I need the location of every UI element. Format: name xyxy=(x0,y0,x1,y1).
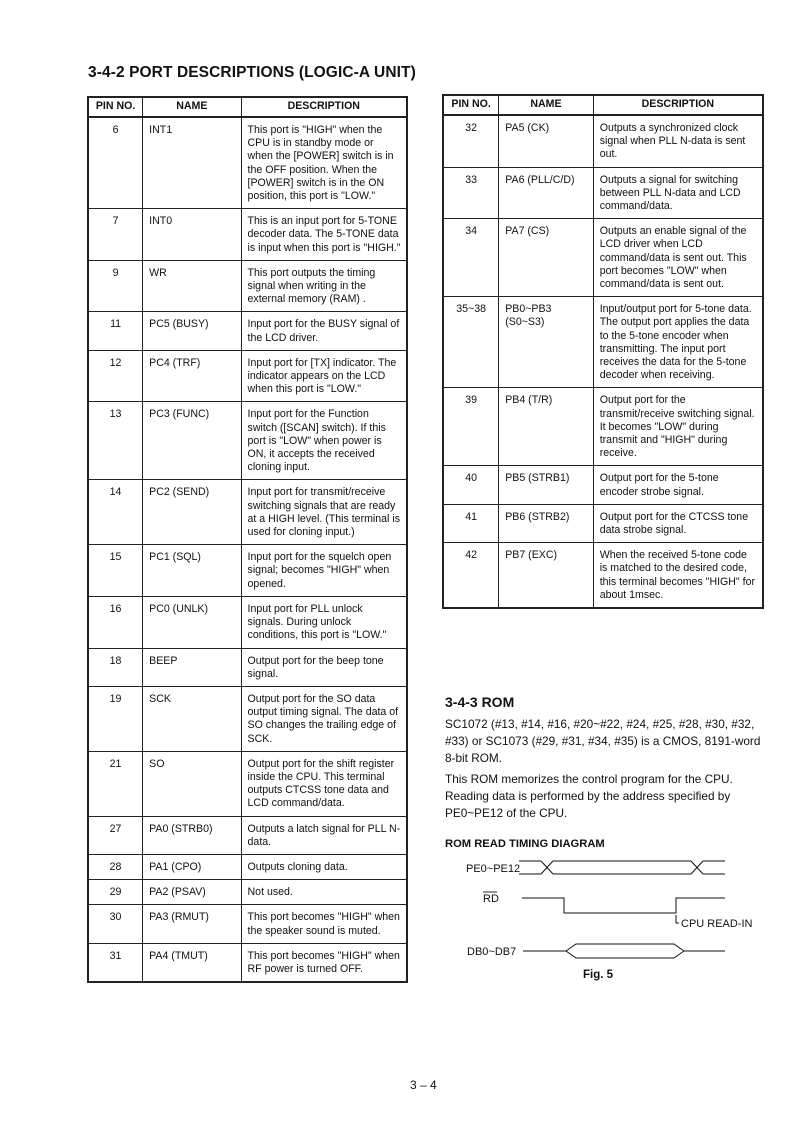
table-row xyxy=(88,350,407,402)
description-cell: Outputs a latch signal for PLL N-data. xyxy=(241,816,407,854)
table-row xyxy=(88,648,407,686)
description-cell: Output port for the CTCSS tone data strobe signal. xyxy=(593,504,763,542)
name-cell: PC1 (SQL) xyxy=(143,545,241,597)
description-cell: This is an input port for 5-TONE decoder data. The 5-TONE data is input when this port is "HIGH." xyxy=(241,209,407,261)
table-row xyxy=(443,543,763,608)
table-header-row xyxy=(88,97,407,117)
header-pin: PIN NO. xyxy=(88,97,143,117)
table-header-row xyxy=(443,95,763,115)
rom-paragraph-2: This ROM memorizes the control program for the CPU. Reading data is performed by the address specified by PE0~PE12 of the CPU. xyxy=(445,772,733,820)
figure-caption: Fig. 5 xyxy=(583,969,614,981)
data-waveform xyxy=(523,944,725,958)
name-cell: PB7 (EXC) xyxy=(499,543,593,608)
pin-cell: 27 xyxy=(88,816,143,854)
description-cell: This port becomes "HIGH" when RF power is turned OFF. xyxy=(241,943,407,982)
header-description: DESCRIPTION xyxy=(593,95,763,115)
description-cell: Input port for the Function switch ([SCAN] switch). If this port is "LOW" when power is ON, it accepts the received cloning input. xyxy=(241,402,407,480)
rom-heading: 3-4-3 ROM xyxy=(445,694,515,710)
name-cell: SO xyxy=(143,751,241,816)
table-row xyxy=(88,312,407,350)
table-row xyxy=(443,504,763,542)
pin-cell: 9 xyxy=(88,260,143,312)
description-cell: Output port for the beep tone signal. xyxy=(241,648,407,686)
name-cell: WR xyxy=(143,260,241,312)
description-cell: Input port for the squelch open signal; becomes "HIGH" when opened. xyxy=(241,545,407,597)
pin-cell: 41 xyxy=(443,504,499,542)
table-row xyxy=(88,209,407,261)
pin-cell: 6 xyxy=(88,117,143,209)
description-cell: Input port for PLL unlock signals. During unlock conditions, this port is "LOW." xyxy=(241,596,407,648)
section-title: 3-4-2 PORT DESCRIPTIONS (LOGIC-A UNIT) xyxy=(88,64,416,81)
table-row xyxy=(443,388,763,466)
pin-cell: 32 xyxy=(443,115,499,167)
description-cell: Output port for the transmit/receive switching signal. It becomes "LOW" during transmit and "HIGH" during receive. xyxy=(593,388,763,466)
pin-cell: 11 xyxy=(88,312,143,350)
pin-cell: 15 xyxy=(88,545,143,597)
name-cell: PA2 (PSAV) xyxy=(143,880,241,905)
description-cell: Input/output port for 5-tone data. The output port applies the data to the 5-tone encoder when transmitting. The input port receives the data for the 5-tone decoder when receiving. xyxy=(593,297,763,388)
page-number: 3 – 4 xyxy=(410,1078,437,1092)
pin-cell: 34 xyxy=(443,219,499,297)
table-row xyxy=(88,480,407,545)
port-table-right xyxy=(442,94,764,609)
description-cell: Output port for the 5-tone encoder strobe signal. xyxy=(593,466,763,504)
name-cell: PA0 (STRB0) xyxy=(143,816,241,854)
header-pin: PIN NO. xyxy=(443,95,499,115)
name-cell: PA5 (CK) xyxy=(499,115,593,167)
pin-cell: 21 xyxy=(88,751,143,816)
pin-cell: 42 xyxy=(443,543,499,608)
name-cell: PA3 (RMUT) xyxy=(143,905,241,943)
name-cell: PC5 (BUSY) xyxy=(143,312,241,350)
table-row xyxy=(88,686,407,751)
pin-cell: 33 xyxy=(443,167,499,219)
name-cell: PB4 (T/R) xyxy=(499,388,593,466)
name-cell: PC4 (TRF) xyxy=(143,350,241,402)
pin-cell: 7 xyxy=(88,209,143,261)
description-cell: Outputs an enable signal of the LCD driver when LCD command/data is sent out. This port becomes "LOW" when command/data is sent out. xyxy=(593,219,763,297)
pin-cell: 35~38 xyxy=(443,297,499,388)
cpu-read-in-label: CPU READ-IN xyxy=(681,918,753,930)
address-waveform xyxy=(519,861,725,874)
description-cell: Input port for transmit/receive switching signals that are ready at a HIGH level. (This terminal is used for cloning input.) xyxy=(241,480,407,545)
name-cell: PC3 (FUNC) xyxy=(143,402,241,480)
name-cell: PA6 (PLL/C/D) xyxy=(499,167,593,219)
signal-label-address: PE0~PE12 xyxy=(466,863,521,875)
table-row xyxy=(88,402,407,480)
description-cell: When the received 5-tone code is matched to the desired code, this terminal becomes "HIGH" for about 1msec. xyxy=(593,543,763,608)
pin-cell: 40 xyxy=(443,466,499,504)
table-row xyxy=(88,816,407,854)
pin-cell: 39 xyxy=(443,388,499,466)
description-cell: Output port for the shift register inside the CPU. This terminal outputs CTCSS tone data and LCD command/data. xyxy=(241,751,407,816)
table-row xyxy=(88,943,407,982)
description-cell: Outputs a signal for switching between PLL N-data and LCD command/data. xyxy=(593,167,763,219)
rom-read-timing-diagram xyxy=(440,852,770,982)
pin-cell: 31 xyxy=(88,943,143,982)
read-in-marker-icon xyxy=(676,915,679,923)
description-cell: This port becomes "HIGH" when the speaker sound is muted. xyxy=(241,905,407,943)
name-cell: INT0 xyxy=(143,209,241,261)
table-row xyxy=(88,545,407,597)
table-row xyxy=(88,905,407,943)
name-cell: PB6 (STRB2) xyxy=(499,504,593,542)
table-row xyxy=(443,297,763,388)
pin-cell: 30 xyxy=(88,905,143,943)
header-description: DESCRIPTION xyxy=(241,97,407,117)
name-cell: PC2 (SEND) xyxy=(143,480,241,545)
pin-cell: 13 xyxy=(88,402,143,480)
description-cell: Outputs a synchronized clock signal when PLL N-data is sent out. xyxy=(593,115,763,167)
name-cell: INT1 xyxy=(143,117,241,209)
pin-cell: 14 xyxy=(88,480,143,545)
table-row xyxy=(88,880,407,905)
name-cell: PA1 (CPO) xyxy=(143,854,241,879)
rd-waveform xyxy=(522,898,725,913)
table-row xyxy=(443,115,763,167)
timing-diagram-heading: ROM READ TIMING DIAGRAM xyxy=(445,838,605,850)
rom-paragraph-1: SC1072 (#13, #14, #16, #20~#22, #24, #25, #28, #30, #32, #33) or SC1073 (#29, #31, #34, #35) is a CMOS, 8191-word 8-bit ROM. xyxy=(445,717,761,765)
description-cell: Outputs cloning data. xyxy=(241,854,407,879)
name-cell: PB0~PB3 (S0~S3) xyxy=(499,297,593,388)
pin-cell: 29 xyxy=(88,880,143,905)
description-cell: Output port for the SO data output timing signal. The data of SO changes the trailing edge of SCK. xyxy=(241,686,407,751)
description-cell: Input port for [TX] indicator. The indicator appears on the LCD when this port is "LOW." xyxy=(241,350,407,402)
description-cell: This port is "HIGH" when the CPU is in standby mode or when the [POWER] switch is in the OFF position. When the [POWER] switch is in the ON position, this port is "LOW." xyxy=(241,117,407,209)
description-cell: Input port for the BUSY signal of the LCD driver. xyxy=(241,312,407,350)
name-cell: PB5 (STRB1) xyxy=(499,466,593,504)
header-name: NAME xyxy=(143,97,241,117)
port-table-left xyxy=(87,96,408,983)
pin-cell: 19 xyxy=(88,686,143,751)
name-cell: BEEP xyxy=(143,648,241,686)
pin-cell: 18 xyxy=(88,648,143,686)
pin-cell: 16 xyxy=(88,596,143,648)
pin-cell: 28 xyxy=(88,854,143,879)
table-row xyxy=(443,219,763,297)
table-row xyxy=(88,596,407,648)
name-cell: PA4 (TMUT) xyxy=(143,943,241,982)
signal-label-data: DB0~DB7 xyxy=(467,946,517,958)
name-cell: PA7 (CS) xyxy=(499,219,593,297)
signal-label-rd: RD xyxy=(483,893,499,905)
name-cell: SCK xyxy=(143,686,241,751)
header-name: NAME xyxy=(499,95,593,115)
table-row xyxy=(88,751,407,816)
table-row xyxy=(88,854,407,879)
table-row xyxy=(443,466,763,504)
pin-cell: 12 xyxy=(88,350,143,402)
name-cell: PC0 (UNLK) xyxy=(143,596,241,648)
description-cell: This port outputs the timing signal when writing in the external memory (RAM) . xyxy=(241,260,407,312)
table-row xyxy=(88,260,407,312)
table-row xyxy=(88,117,407,209)
table-row xyxy=(443,167,763,219)
description-cell: Not used. xyxy=(241,880,407,905)
